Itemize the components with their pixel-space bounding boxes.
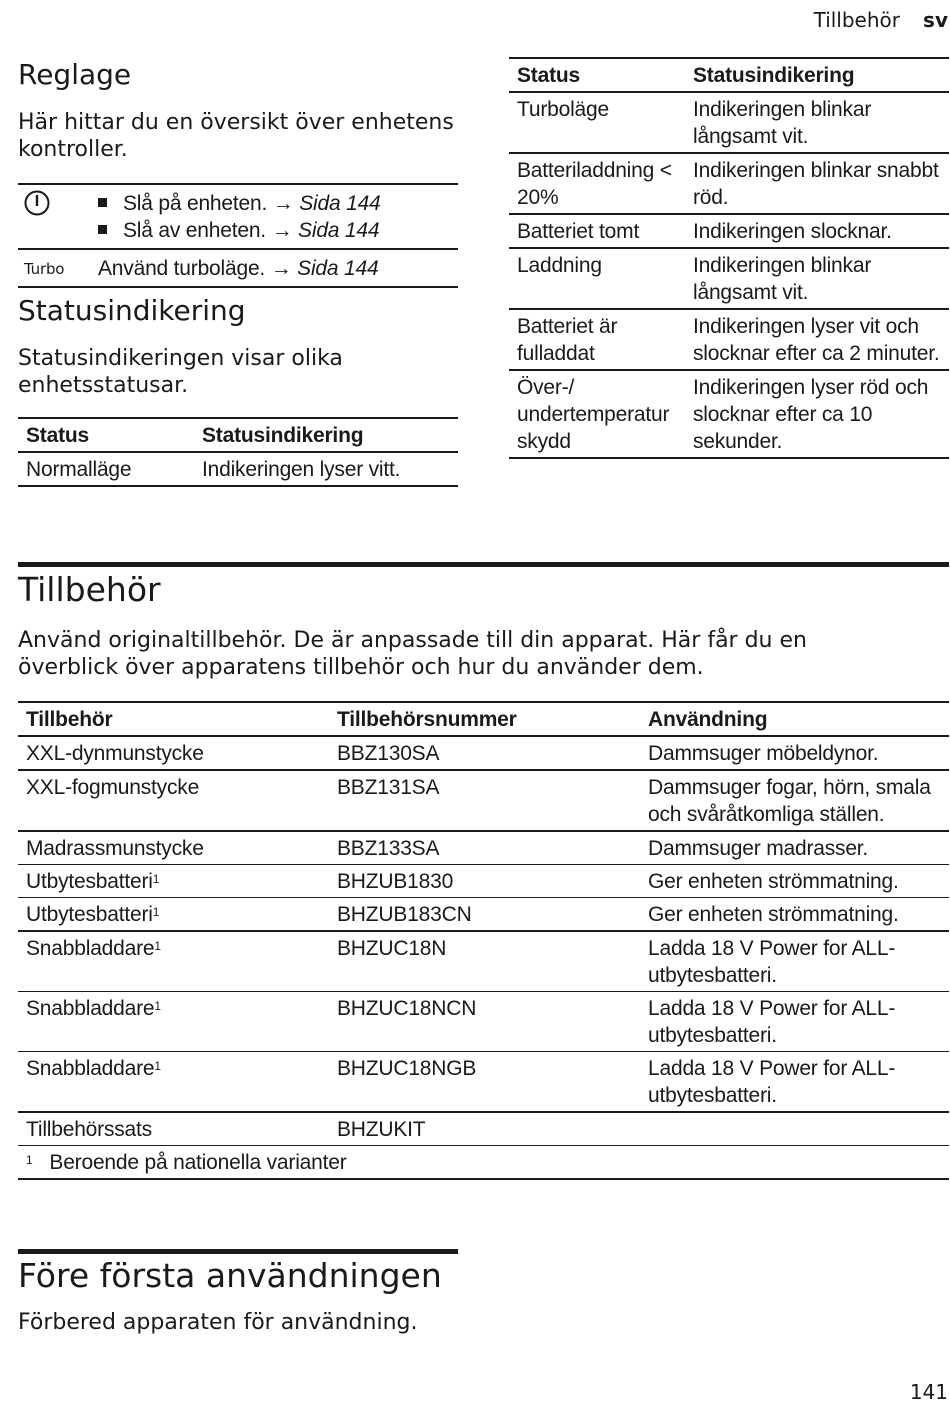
status-cell: Batteriladdning < 20% [509, 153, 685, 214]
running-header-section: Tillbehör [813, 8, 900, 32]
table-row [18, 1112, 949, 1146]
accessories-heading: Tillbehör [18, 570, 161, 609]
accessory-use: Ladda 18 V Power for ALL-utbytesbatteri. [640, 931, 949, 992]
table-row [18, 865, 949, 898]
accessory-name: Snabbladdare$^1$ [18, 931, 329, 992]
accessory-use: Ladda 18 V Power for ALL-utbytesbatteri. [640, 1052, 949, 1113]
controls-table [18, 183, 458, 288]
indication-cell: Indikeringen lyser vitt. [202, 458, 401, 481]
power-off-page-ref[interactable]: Sida 144 [298, 219, 380, 242]
col-number: Tillbehörsnummer [329, 702, 640, 736]
power-on-text: Slå på enheten. [123, 192, 268, 215]
footnote [18, 1146, 949, 1180]
accessory-use: Dammsuger madrasser. [640, 831, 949, 865]
status-table-head [509, 58, 949, 92]
controls-row-turbo [18, 249, 458, 287]
table-row [18, 831, 949, 865]
accessory-use: Dammsuger möbeldynor. [640, 736, 949, 770]
status-cell: Batteriet tomt [509, 214, 685, 248]
first-use-heading: Före första användningen [18, 1256, 442, 1295]
footnote-row [18, 1146, 949, 1180]
status-cell: Batteriet är fulladdat [509, 309, 685, 370]
indication-cell: Indikeringen blinkar snabbt röd. [685, 153, 949, 214]
controls-row-power [18, 184, 458, 249]
turbo-action [90, 249, 458, 287]
power-cell [18, 184, 90, 249]
arrow-icon: → [270, 257, 292, 280]
table-row [18, 770, 949, 831]
accessory-use: Ger enheten strömmatning. [640, 865, 949, 898]
reglage-section [18, 58, 458, 288]
accessory-use: Ger enheten strömmatning. [640, 898, 949, 932]
footnote-text: Beroende på nationella varianter [49, 1151, 347, 1174]
status-section [18, 294, 458, 487]
accessory-number: BHZUKIT [329, 1112, 640, 1146]
power-actions [90, 184, 458, 249]
status-cell: Turboläge [509, 92, 685, 153]
status-cell: Laddning [509, 248, 685, 309]
footnote-mark: 1 [26, 1153, 33, 1167]
accessory-use [640, 1112, 949, 1146]
indication-cell: Indikeringen blinkar långsamt vit. [685, 92, 949, 153]
col-indication: Statusindikering [194, 418, 458, 452]
arrow-icon: → [272, 192, 294, 215]
table-row [18, 736, 949, 770]
reglage-intro: Här hittar du en översikt över enhetens kontroller. [18, 110, 454, 162]
accessory-number: BHZUC18NGB [329, 1052, 640, 1113]
accessory-name: XXL-fogmunstycke [18, 770, 329, 831]
power-icon [24, 190, 50, 216]
accessory-number: BBZ130SA [329, 736, 640, 770]
bullet-icon [98, 198, 107, 207]
status-cell: Över-/ undertemperatur skydd [517, 376, 670, 453]
indication-cell: Indikeringen lyser vit och slocknar efter ca 2 minuter. [685, 309, 949, 370]
power-off-item [98, 217, 450, 244]
page-number: 141 [909, 1380, 948, 1404]
power-on-page-ref[interactable]: Sida 144 [299, 192, 381, 215]
accessory-number: BHZUB1830 [329, 865, 640, 898]
accessory-number: BHZUB183CN [329, 898, 640, 932]
accessory-name: Snabbladdare$^1$ [18, 1052, 329, 1113]
accessory-name: Snabbladdare$^1$ [18, 992, 329, 1052]
accessory-number: BHZUC18N [329, 931, 640, 992]
col-use: Användning [640, 702, 949, 736]
first-use-section [18, 1256, 618, 1336]
table-row [509, 153, 949, 214]
accessory-use: Dammsuger fogar, hörn, smala och svåråtkomliga ställen. [640, 770, 949, 831]
status-heading: Statusindikering [18, 294, 246, 327]
accessory-name: Utbytesbatteri$^1$ [18, 865, 329, 898]
col-status: Status [18, 418, 194, 452]
indication-cell: Indikeringen lyser röd och slocknar efter ca 10 sekunder. [693, 376, 929, 453]
table-row [509, 309, 949, 370]
table-row [18, 452, 458, 486]
turbo-label: Turbo [24, 260, 65, 278]
running-header-language: sv [923, 8, 948, 32]
section-rule [18, 562, 949, 567]
table-row [509, 248, 949, 309]
accessory-name: Utbytesbatteri$^1$ [18, 898, 329, 932]
power-off-text: Slå av enheten. [123, 219, 266, 242]
accessory-name: XXL-dynmunstycke [18, 736, 329, 770]
first-use-intro: Förbered apparaten för användning. [18, 1310, 418, 1335]
section-rule [18, 1249, 458, 1254]
table-row [509, 92, 949, 153]
table-row [509, 370, 949, 458]
table-row [18, 898, 949, 932]
accessory-name: Madrassmunstycke [18, 831, 329, 865]
accessories-table [18, 701, 949, 1180]
accessories-intro: Använd originaltillbehör. De är anpassade till din apparat. Här får du en överblick över apparatens tillbehör och hur du använder dem. [18, 628, 807, 680]
turbo-cell [18, 249, 90, 287]
accessories-table-head [18, 702, 949, 736]
status-intro: Statusindikeringen visar olika enhetsstatusar. [18, 346, 343, 398]
arrow-icon: → [271, 219, 293, 242]
accessory-use: Ladda 18 V Power for ALL-utbytesbatteri. [640, 992, 949, 1052]
accessories-section [18, 570, 949, 1180]
status-table-right-wrap [509, 57, 949, 459]
bullet-icon [98, 225, 107, 234]
indication-cell: Indikeringen blinkar långsamt vit. [685, 248, 949, 309]
status-table-head [18, 418, 458, 452]
col-status: Status [509, 58, 685, 92]
reglage-heading: Reglage [18, 58, 132, 91]
accessory-number: BBZ133SA [329, 831, 640, 865]
table-row [18, 931, 949, 992]
table-row [18, 1052, 949, 1113]
accessory-number: BHZUC18NCN [329, 992, 640, 1052]
indication-cell: Indikeringen slocknar. [685, 214, 949, 248]
col-accessory: Tillbehör [18, 702, 329, 736]
status-cell: Normalläge [26, 458, 132, 481]
table-row [509, 214, 949, 248]
col-indication: Statusindikering [685, 58, 949, 92]
table-row [18, 992, 949, 1052]
status-table-right [509, 57, 949, 459]
status-table-left [18, 417, 458, 487]
power-on-item [98, 190, 450, 217]
accessory-number: BBZ131SA [329, 770, 640, 831]
turbo-text: Använd turboläge. [98, 257, 266, 280]
accessory-name: Tillbehörssats [18, 1112, 329, 1146]
turbo-page-ref[interactable]: Sida 144 [297, 257, 379, 280]
